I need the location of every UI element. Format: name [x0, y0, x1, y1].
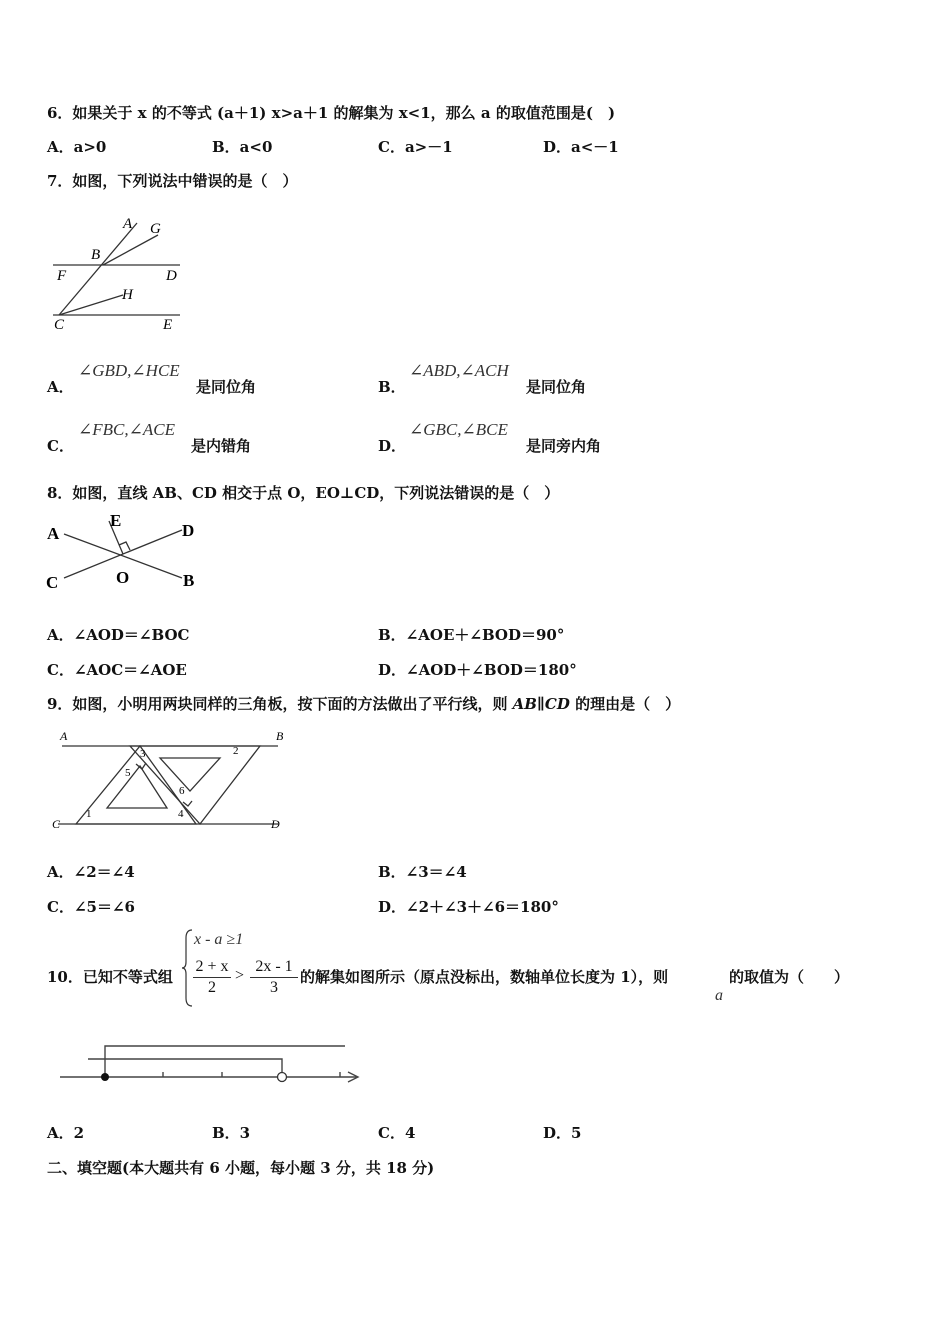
q10-number-line [55, 1035, 370, 1095]
q8-label-d: D [182, 521, 195, 540]
q7-option-c-tail: 是内错角 [191, 437, 252, 455]
q9-angle-5: 5 [125, 767, 131, 779]
q7-label-g: G [150, 221, 161, 237]
q9-figure [50, 726, 290, 836]
q7-option-b-letter: B． [378, 378, 406, 396]
q10-prefix: 10．已知不等式组 [47, 968, 173, 986]
closed-endpoint [101, 1073, 109, 1081]
q10-frac1-num: 2 + x [195, 958, 229, 975]
q7-label-c: C [54, 317, 65, 333]
q10-option-b: B．3 [212, 1124, 251, 1142]
q9-angle-3: 3 [140, 748, 146, 760]
q10-option-d: D．5 [543, 1124, 582, 1142]
q8-option-a: A．∠AOD＝∠BOC [47, 626, 190, 644]
q7-stem: 7．如图，下列说法中错误的是（ ） [47, 172, 298, 190]
q8-figure [42, 508, 212, 593]
q10-greater-than: > [235, 967, 245, 984]
q10-suffix: 的解集如图所示（原点没标出，数轴单位长度为 1），则 [300, 968, 669, 986]
q9-option-b: B．∠3＝∠4 [378, 863, 467, 881]
q10-frac2-num: 2x - 1 [255, 958, 293, 975]
q9-angle-1: 1 [86, 808, 92, 820]
line-ch [59, 295, 123, 315]
q10-var-a: a [715, 987, 723, 1004]
left-triangle-hole [107, 766, 167, 808]
q7-option-c-math: ∠FBC,∠ACE [78, 420, 175, 439]
q9-option-c: C．∠5＝∠6 [47, 898, 135, 916]
q9-angle-2: 2 [233, 745, 239, 757]
q7-label-h: H [122, 287, 133, 303]
q7-option-a-math: ∠GBD,∠HCE [78, 361, 180, 380]
q7-label-e: E [163, 317, 173, 333]
q8-option-c: C．∠AOC＝∠AOE [47, 661, 187, 679]
q9-angle-6: 6 [179, 785, 185, 797]
q7-option-d-tail: 是同旁内角 [526, 437, 602, 455]
section-2-title: 二、填空题(本大题共有 6 小题，每小题 3 分，共 18 分) [47, 1159, 435, 1177]
q10-option-a: A．2 [47, 1124, 85, 1142]
q9-label-d: D [271, 817, 280, 831]
right-angle-5 [136, 763, 146, 769]
q7-label-a: A [123, 216, 133, 232]
q7-figure [45, 208, 195, 338]
q9-angle-4: 4 [178, 808, 184, 820]
right-angle-6 [183, 801, 192, 806]
fraction-bar [250, 977, 298, 978]
q8-label-o: O [116, 568, 130, 587]
q10-inequality-1: x - a ≥1 [194, 931, 244, 948]
q9-stem: 9．如图，小明用两块同样的三角板，按下面的方法做出了平行线，则 AB∥CD 的理由是（ ） [47, 695, 681, 713]
q8-option-b: B．∠AOE＋∠BOD＝90° [378, 626, 565, 644]
q7-option-a-letter: A． [47, 378, 74, 396]
q8-stem: 8．如图，直线 AB、CD 相交于点 O，EO⊥CD，下列说法错误的是（ ） [47, 484, 560, 502]
q6-option-a: A．a>0 [47, 138, 107, 156]
q7-option-c-letter: C． [47, 437, 74, 455]
q9-label-a: A [60, 729, 68, 743]
solution-2-bracket [88, 1059, 282, 1077]
q9-label-c: C [52, 817, 61, 831]
solution-1-bracket [105, 1046, 345, 1077]
q7-option-a-tail: 是同位角 [196, 378, 257, 396]
q8-label-b: B [183, 571, 195, 590]
q8-label-c: C [46, 573, 59, 592]
q9-option-a: A．∠2＝∠4 [47, 863, 135, 881]
q10-option-c: C．4 [378, 1124, 416, 1142]
q8-option-d: D．∠AOD＋∠BOD＝180° [378, 661, 577, 679]
q7-label-f: F [57, 268, 67, 284]
q10-frac2-den: 3 [270, 979, 278, 996]
q8-label-a: A [47, 524, 60, 543]
q6-stem: 6．如果关于 x 的不等式 (a＋1) x>a＋1 的解集为 x<1，那么 a 的取值范围是( ) [47, 104, 616, 122]
q10-fraction-2 [250, 958, 298, 997]
q8-label-e: E [110, 511, 122, 530]
q7-label-d: D [166, 268, 177, 284]
q6-option-d: D．a<－1 [543, 138, 619, 156]
q6-option-c: C．a>－1 [378, 138, 453, 156]
q9-option-d: D．∠2＋∠3＋∠6＝180° [378, 898, 559, 916]
line-bg [103, 235, 158, 265]
fraction-bar [193, 977, 231, 978]
q6-option-b: B．a<0 [212, 138, 273, 156]
q7-option-d-math: ∠GBC,∠BCE [409, 420, 508, 439]
q7-label-b: B [91, 247, 101, 263]
q9-label-b: B [276, 729, 284, 743]
q10-frac1-den: 2 [208, 979, 216, 996]
q7-option-b-math: ∠ABD,∠ACH [409, 361, 509, 380]
q10-suffix2: 的取值为（ ） [729, 968, 850, 986]
q10-fraction-1 [193, 958, 231, 997]
q7-option-b-tail: 是同位角 [526, 378, 587, 396]
open-endpoint [278, 1073, 287, 1082]
q7-option-d-letter: D． [378, 437, 407, 455]
